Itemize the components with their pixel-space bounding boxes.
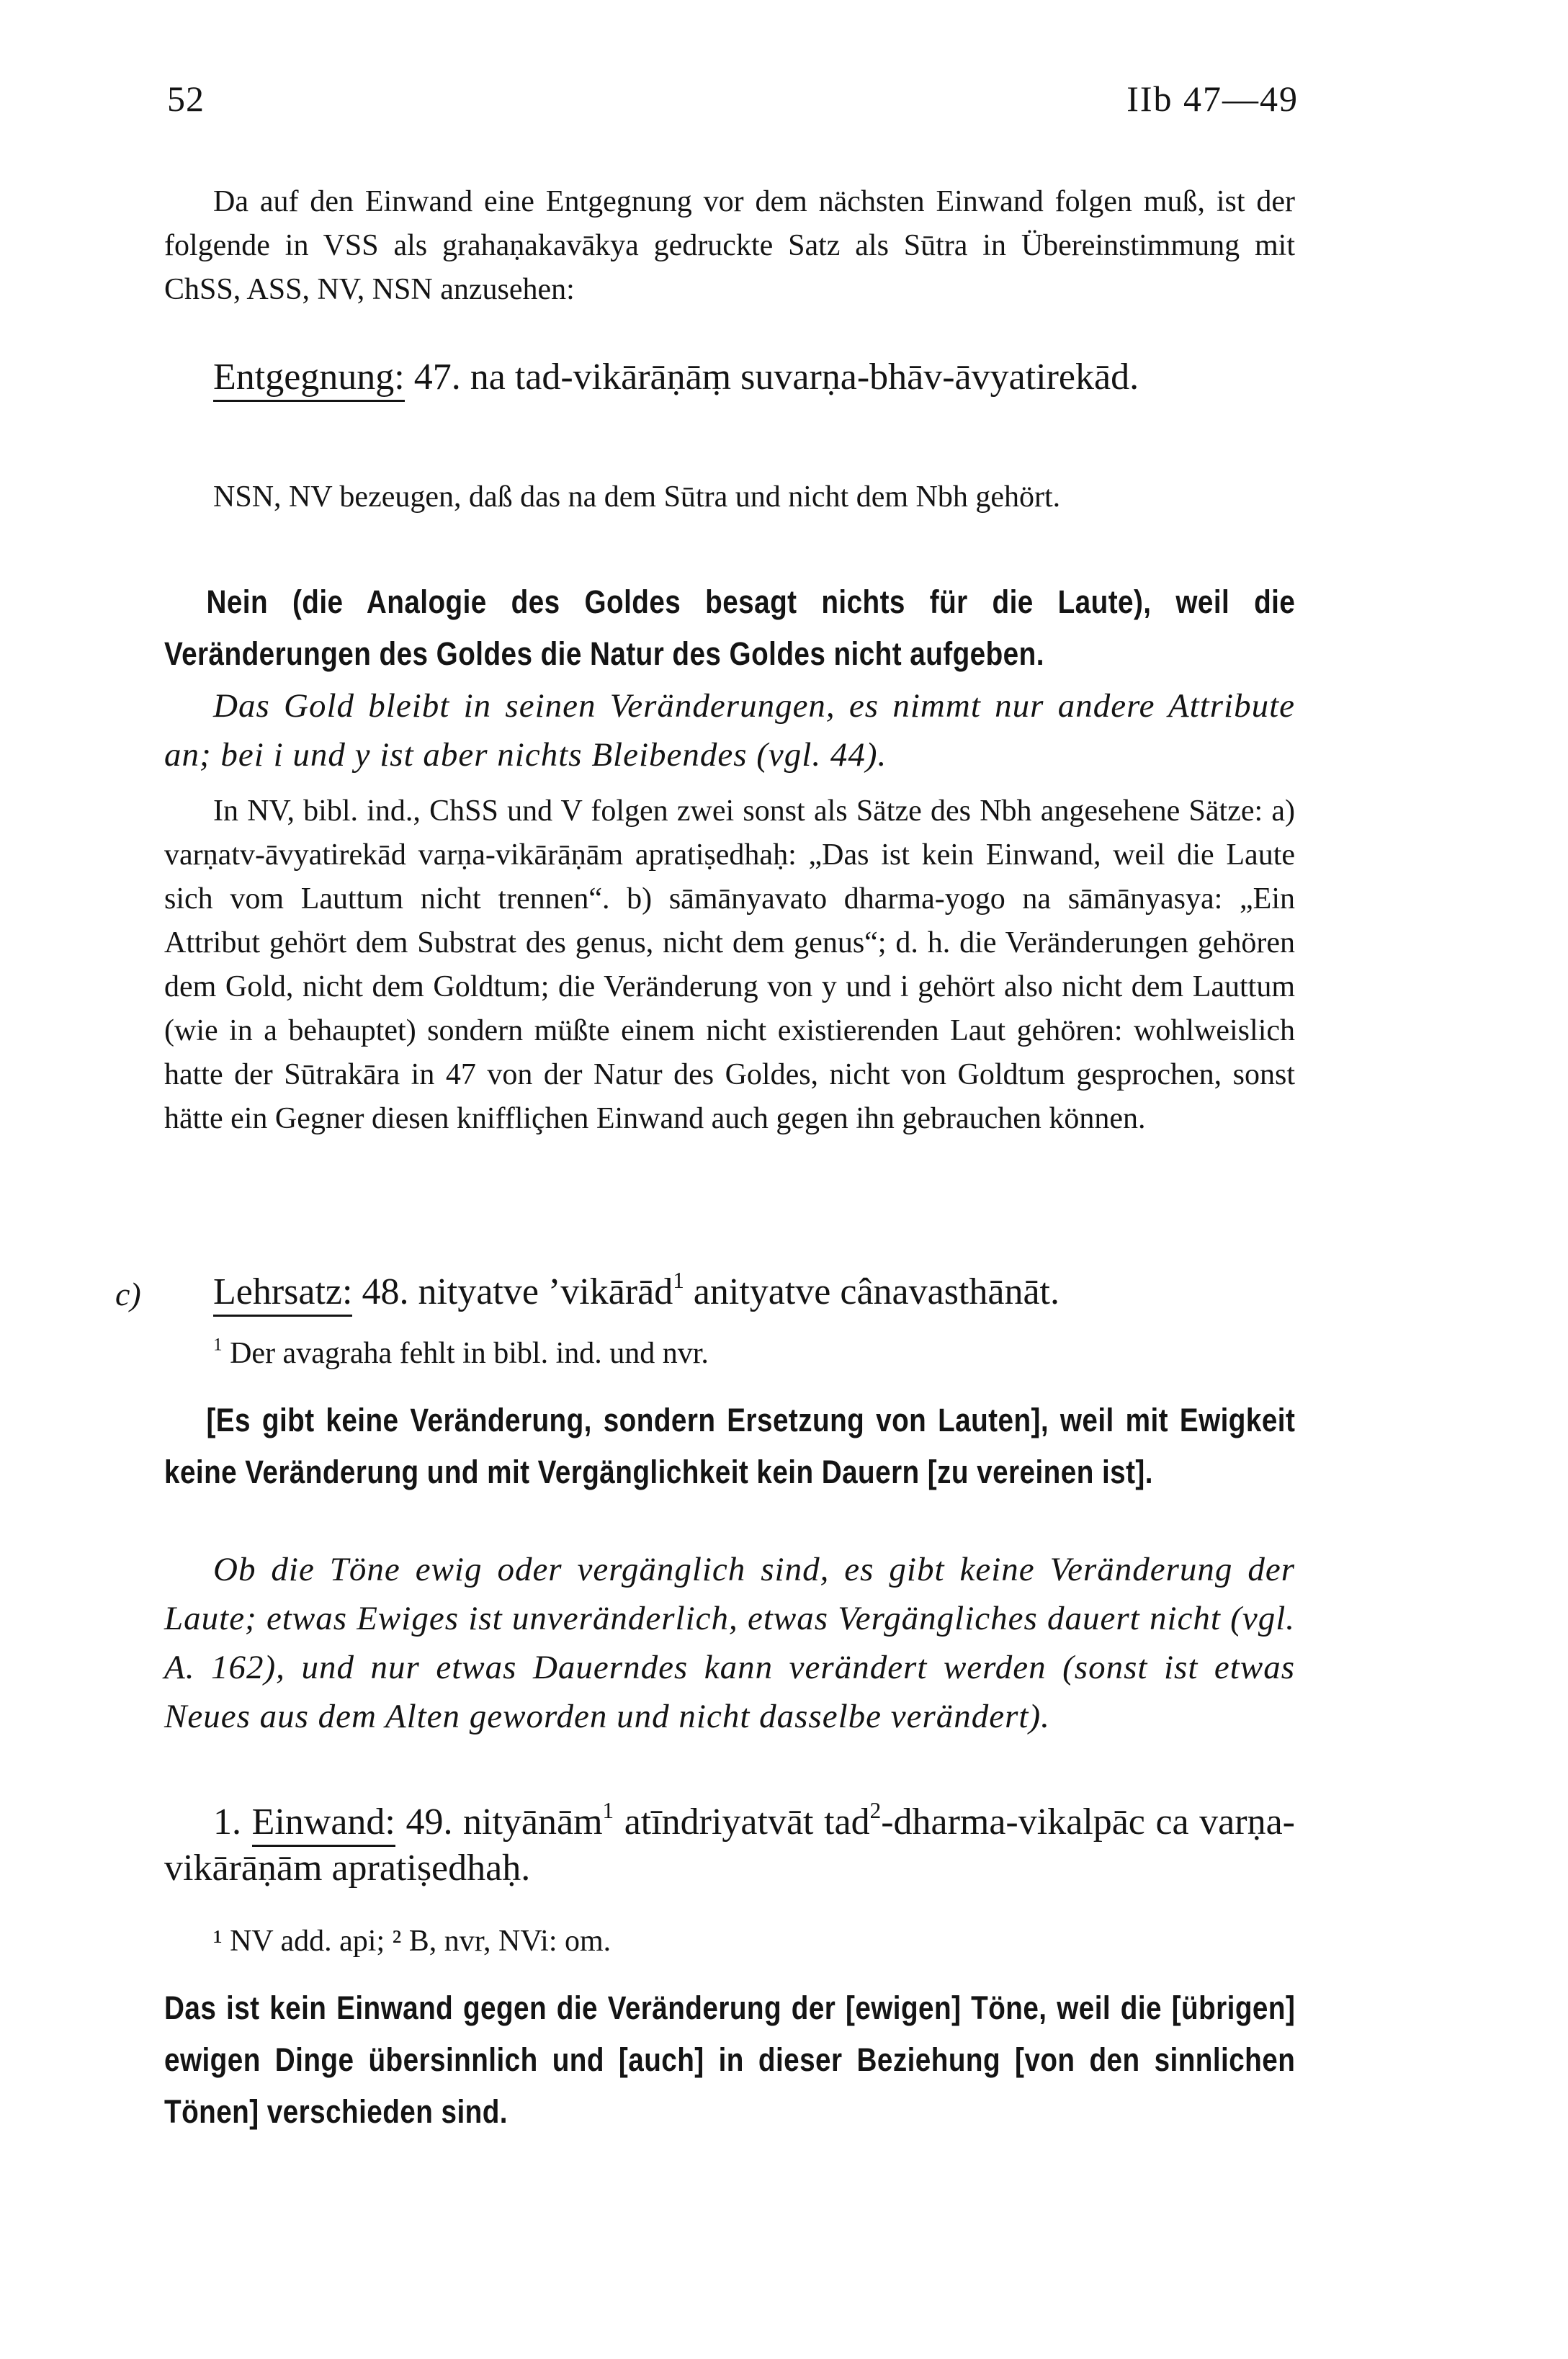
sutra-48-footnote-text: Der avagraha fehlt in bibl. ind. und nvr. <box>222 1337 709 1370</box>
sutra-49-prefix: 1. <box>213 1801 252 1843</box>
sutra-49 <box>164 1799 1295 1892</box>
sutra-49-translation-block <box>164 1982 1295 2138</box>
sutra-48 <box>164 1269 1295 1315</box>
sutra-48-commentary: Ob die Töne ewig oder vergänglich sind, es gibt keine Veränderung der Laute; etwas Ewiges ist unveränderlich, etwas Vergängliches dauert nicht (vgl. A. 162), und nur etwas Dauerndes kann verändert werden (sonst ist etwas Neues aus dem Alten geworden und nicht dasselbe verändert). <box>164 1551 1295 1735</box>
sutra-47-translation-block <box>164 576 1295 680</box>
sutra-49-footnote-ref-1: 1 <box>602 1798 614 1824</box>
sutra-49-footnote-ref-2: 2 <box>869 1798 882 1824</box>
page-number: 52 <box>167 79 205 119</box>
sutra-48-translation: [Es gibt keine Veränderung, sondern Ersetzung von Lauten], weil mit Ewigkeit keine Veränderung und mit Vergänglichkeit kein Dauern [zu vereinen ist]. <box>164 1402 1296 1490</box>
sutra-47 <box>164 354 1295 400</box>
sutra-48-text-end: anityatve cânavasthānāt. <box>684 1271 1059 1312</box>
sutra-49-footnote: ¹ NV add. api; ² B, nvr, NVi: om. <box>213 1925 611 1958</box>
sutra-49-label: Einwand: <box>251 1801 395 1843</box>
sutra-47-discussion: In NV, bibl. ind., ChSS und V folgen zwei sonst als Sätze des Nbh angesehene Sätze: a) varṇatv-āvyatirekād varṇa-vikārāṇām apratiṣedhaḥ: „Das ist kein Einwand, weil die Laute sich vom Lauttum nicht trennen“. b) sāmānyavato dharma-yogo na sāmānyasya: „Ein Attribut gehört dem Substrat des genus, nicht dem genus“; d. h. die Veränderungen gehören dem Gold, nicht dem Goldtum; die Veränderung von y und i gehört also nicht dem Lauttum (wie in a behauptet) sondern müßte einem nicht existierenden Laut gehören: wohlweislich hatte der Sūtrakāra in 47 von der Natur des Goldes, nicht von Goldtum gesprochen, sonst hätte ein Gegner diesen kniffliçhen Einwand auch gegen ihn gebrauchen können. <box>164 794 1295 1135</box>
sutra-48-footnote-ref: 1 <box>673 1268 684 1294</box>
sutra-48-footnote-block <box>164 1333 1295 1374</box>
sutra-49-block <box>164 1799 1295 1892</box>
sutra-48-commentary-block <box>164 1545 1295 1741</box>
section-reference: IIb 47—49 <box>1126 79 1299 119</box>
sutra-48-text: 48. nityatve ’vikārād <box>362 1271 673 1312</box>
sutra-47-commentary: Das Gold bleibt in seinen Veränderungen, es nimmt nur andere Attribute an; bei i und y ist aber nichts Bleibendes (vgl. 44). <box>164 687 1295 774</box>
sutra-49-text-b: atīndriyatvāt tad <box>614 1801 870 1843</box>
sutra-48-translation-block <box>164 1395 1295 1498</box>
sutra-49-text-c: -dharma-vikalpāc ca varṇa-vikārāṇām apratiṣedhaḥ. <box>164 1801 1295 1889</box>
sutra-49-translation: Das ist kein Einwand gegen die Veränderung der [ewigen] Töne, weil die [übrigen] ewigen Dinge übersinnlich und [auch] in dieser Beziehung [von den sinnlichen Tönen] verschieden sind. <box>164 1989 1296 2130</box>
sutra-47-translation: Nein (die Analogie des Goldes besagt nichts für die Laute), weil die Veränderungen des Goldes die Natur des Goldes nicht aufgeben. <box>164 583 1296 672</box>
sutra-47-commentary-block <box>164 681 1295 779</box>
section-marker-c: c) <box>115 1276 141 1312</box>
sutra-48-block <box>164 1269 1295 1315</box>
sutra-49-footnote-block <box>164 1920 1295 1962</box>
sutra-47-label: Entgegnung: <box>213 357 405 398</box>
sutra-47-note: NSN, NV bezeugen, daß das na dem Sūtra und nicht dem Nbh gehört. <box>213 480 1061 514</box>
sutra-48-footnote <box>164 1333 1295 1374</box>
intro-block <box>164 180 1295 312</box>
sutra-47-note-block <box>164 475 1295 519</box>
sutra-47-block <box>164 354 1295 400</box>
sutra-47-text: 47. na tad-vikārāṇāṃ suvarṇa-bhāv-āvyatirekād. <box>413 357 1139 398</box>
sutra-48-footnote-mark: 1 <box>213 1335 223 1355</box>
sutra-48-label: Lehrsatz: <box>213 1271 353 1312</box>
sutra-49-text-a: 49. nityānām <box>395 1801 603 1843</box>
intro-paragraph: Da auf den Einwand eine Entgegnung vor dem nächsten Einwand folgen muß, ist der folgende in VSS als grahaṇakavākya gedruckte Satz als Sūtra in Übereinstimmung mit ChSS, ASS, NV, NSN anzusehen: <box>164 185 1295 306</box>
sutra-47-discussion-block <box>164 789 1295 1141</box>
